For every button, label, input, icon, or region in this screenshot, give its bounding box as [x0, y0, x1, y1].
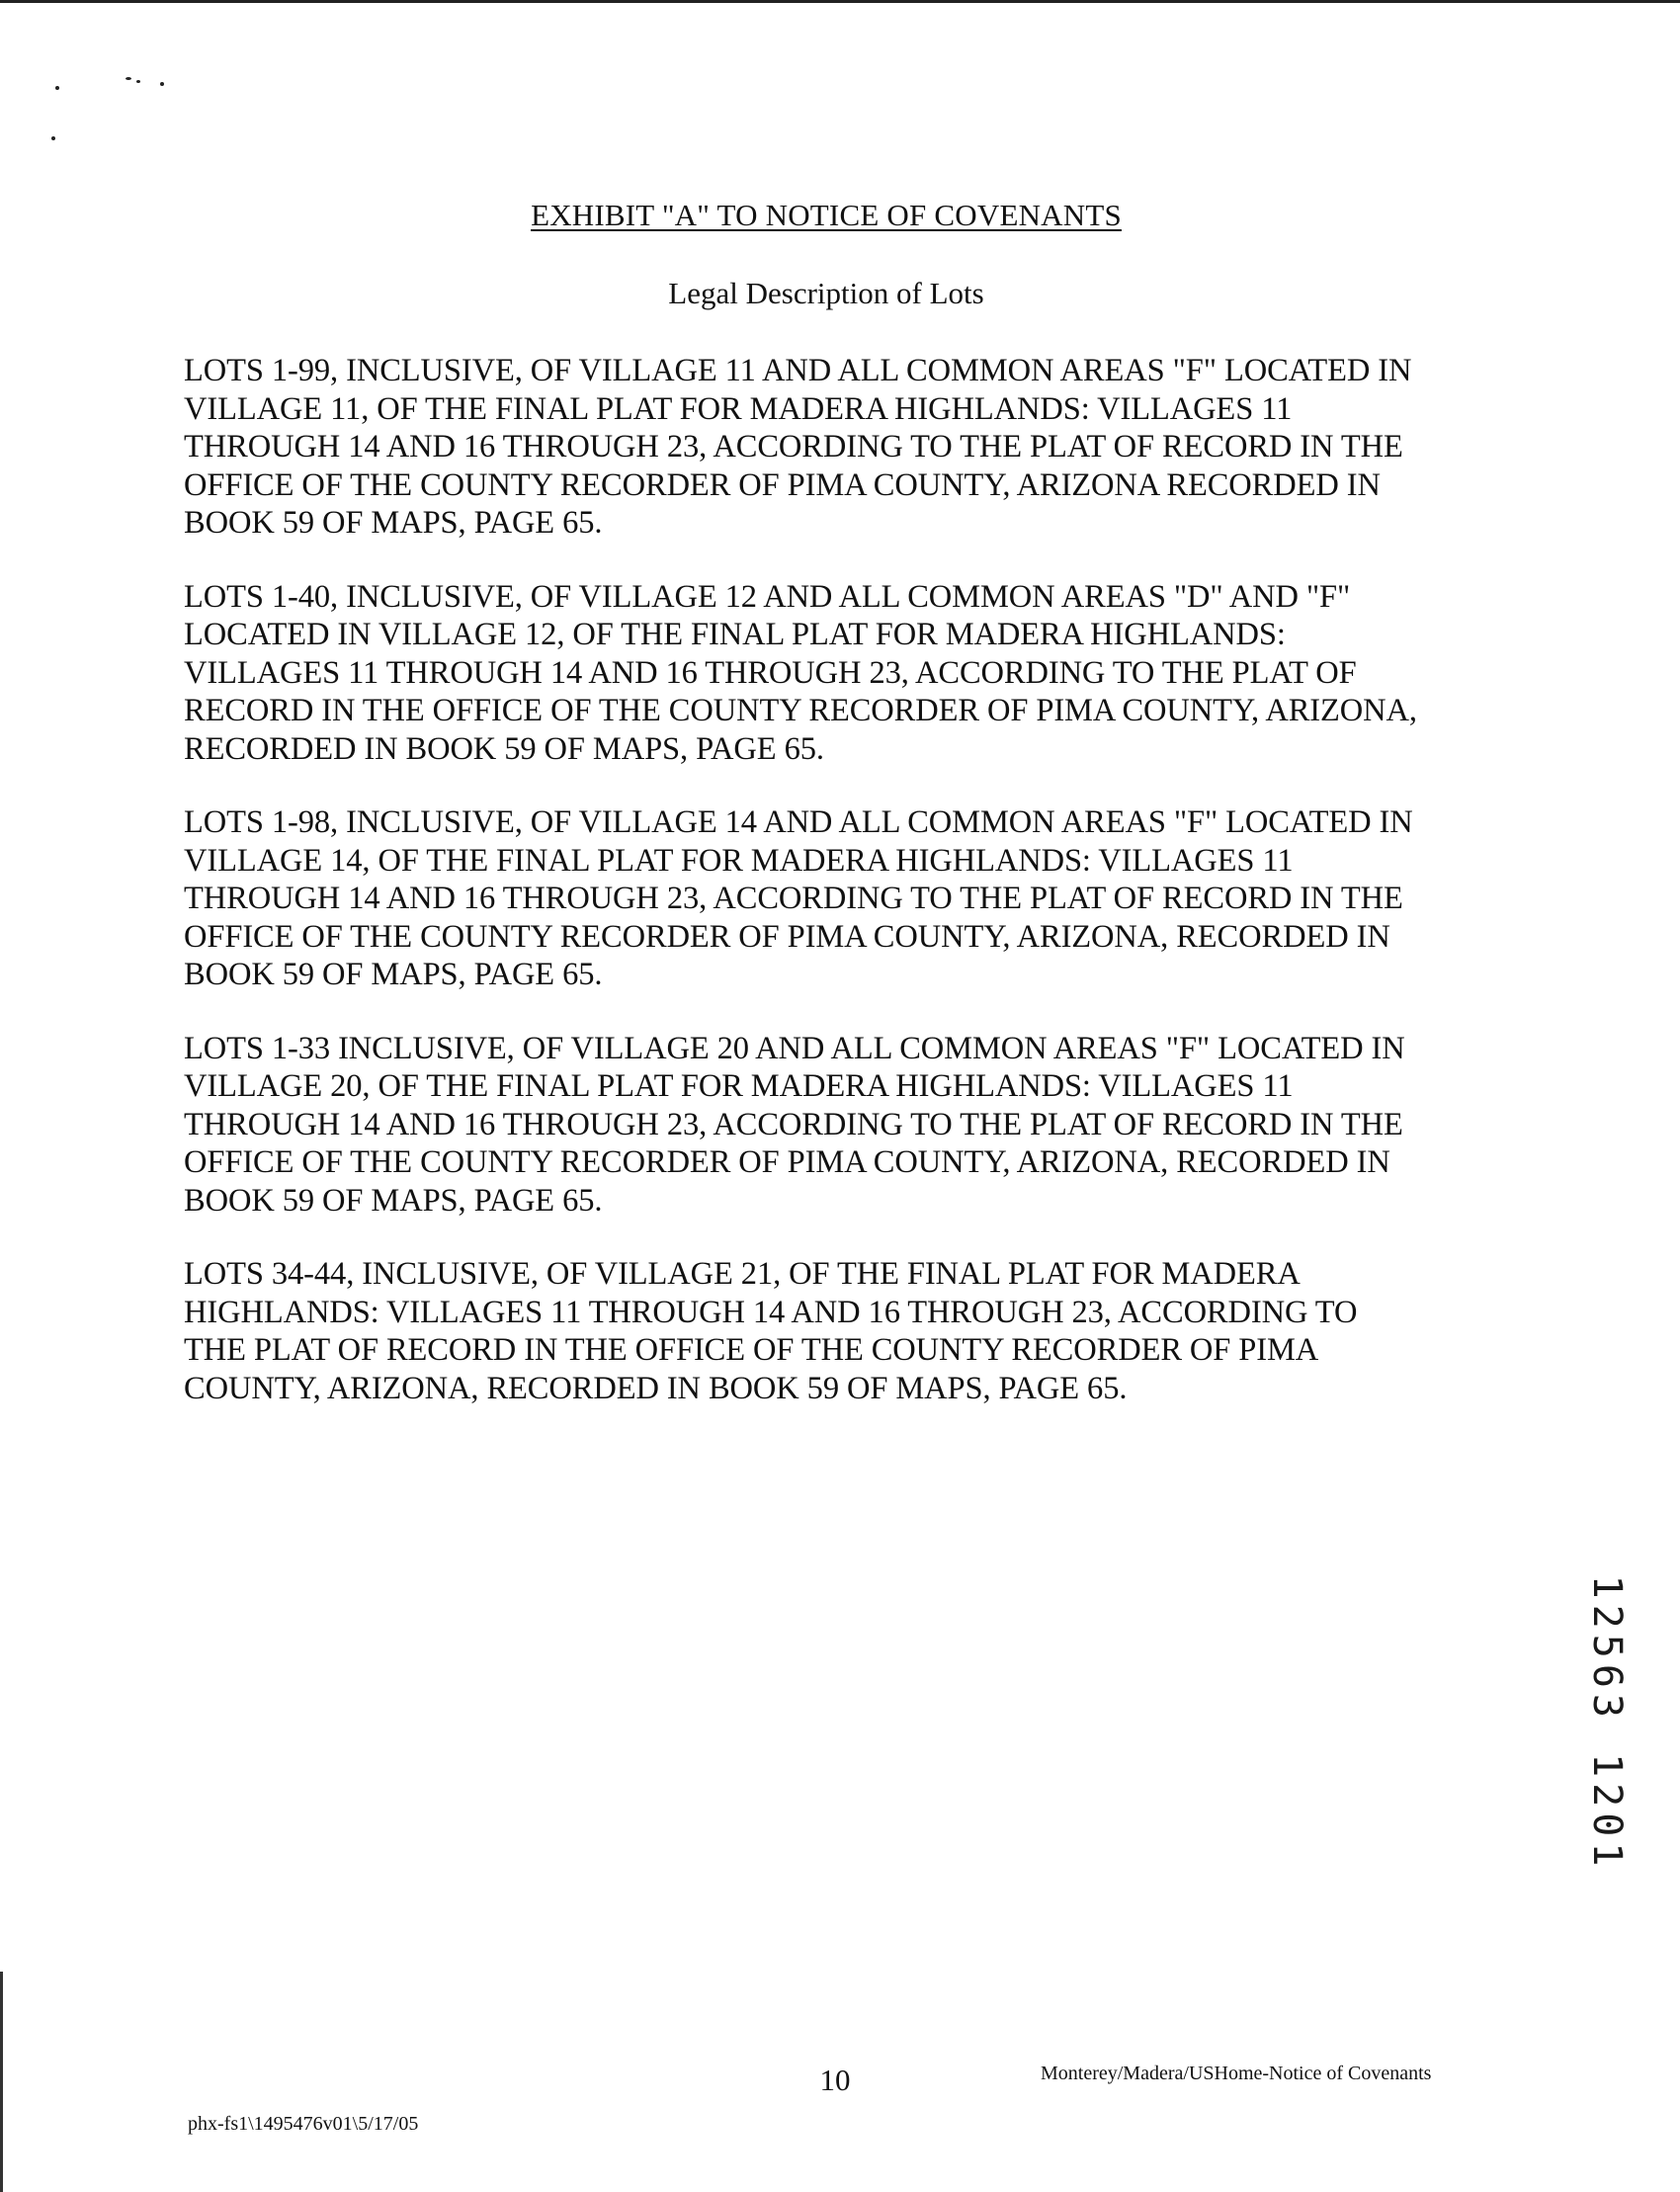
paragraph-line: LOCATED IN VILLAGE 12, OF THE FINAL PLAT FOR MADERA HIGHLANDS:: [184, 617, 1286, 652]
paragraph-line: OFFICE OF THE COUNTY RECORDER OF PIMA COUNTY, ARIZONA RECORDED IN: [184, 466, 1381, 503]
paragraph-line: LOTS 1-33 INCLUSIVE, OF VILLAGE 20 AND ALL COMMON AREAS "F" LOCATED IN: [184, 1030, 1405, 1066]
legal-description-body: [184, 352, 1498, 1443]
exhibit-title: EXHIBIT "A" TO NOTICE OF COVENANTS: [531, 198, 1122, 232]
paragraph-line: LOTS 1-99, INCLUSIVE, OF VILLAGE 11 AND ALL COMMON AREAS "F" LOCATED IN: [184, 353, 1412, 388]
footer-file-reference: phx-fs1\1495476v01\5/17/05: [188, 2113, 419, 2135]
paragraph-line: BOOK 59 OF MAPS, PAGE 65.: [184, 1182, 603, 1219]
paragraph-line: THE PLAT OF RECORD IN THE OFFICE OF THE COUNTY RECORDER OF PIMA: [184, 1332, 1319, 1368]
recording-number: 12563 1201: [1584, 1574, 1630, 1873]
paragraph-line: BOOK 59 OF MAPS, PAGE 65.: [184, 957, 603, 992]
paragraph-line: VILLAGES 11 THROUGH 14 AND 16 THROUGH 23, ACCORDING TO THE PLAT OF: [184, 654, 1357, 691]
paragraph-line: RECORDED IN BOOK 59 OF MAPS, PAGE 65.: [184, 730, 824, 767]
lot-description-paragraph: [184, 1030, 1498, 1221]
paragraph-line: THROUGH 14 AND 16 THROUGH 23, ACCORDING TO THE PLAT OF RECORD IN THE: [184, 1106, 1403, 1142]
paragraph-line: COUNTY, ARIZONA, RECORDED IN BOOK 59 OF MAPS, PAGE 65.: [184, 1370, 1128, 1406]
paragraph-line: LOTS 34-44, INCLUSIVE, OF VILLAGE 21, OF THE FINAL PLAT FOR MADERA: [184, 1256, 1301, 1292]
exhibit-subtitle: Legal Description of Lots: [668, 276, 984, 310]
paragraph-line: VILLAGE 11, OF THE FINAL PLAT FOR MADERA HIGHLANDS: VILLAGES 11: [184, 390, 1293, 427]
scan-speck: [136, 80, 140, 83]
scan-speck: [126, 77, 131, 80]
paragraph-line: THROUGH 14 AND 16 THROUGH 23, ACCORDING TO THE PLAT OF RECORD IN THE: [184, 429, 1403, 464]
paragraph-line: LOTS 1-40, INCLUSIVE, OF VILLAGE 12 AND ALL COMMON AREAS "D" AND "F": [184, 578, 1351, 615]
scan-speck: [55, 86, 59, 90]
scan-speck: [160, 82, 164, 86]
paragraph-line: VILLAGE 20, OF THE FINAL PLAT FOR MADERA HIGHLANDS: VILLAGES 11: [184, 1068, 1294, 1104]
recording-stamp: [1577, 1574, 1637, 1873]
lot-description-paragraph: [184, 578, 1498, 769]
paragraph-line: VILLAGE 14, OF THE FINAL PLAT FOR MADERA HIGHLANDS: VILLAGES 11: [184, 842, 1294, 879]
scan-top-edge: [0, 0, 1680, 3]
scan-speck: [51, 136, 55, 140]
lot-description-paragraph: [184, 352, 1498, 543]
paragraph-line: RECORD IN THE OFFICE OF THE COUNTY RECORDER OF PIMA COUNTY, ARIZONA,: [184, 693, 1417, 728]
paragraph-line: BOOK 59 OF MAPS, PAGE 65.: [184, 505, 603, 541]
lot-description-paragraph: [184, 1255, 1498, 1407]
paragraph-line: OFFICE OF THE COUNTY RECORDER OF PIMA COUNTY, ARIZONA, RECORDED IN: [184, 1144, 1390, 1180]
footer-document-name: Monterey/Madera/USHome-Notice of Covenants: [1041, 2063, 1432, 2084]
paragraph-line: THROUGH 14 AND 16 THROUGH 23, ACCORDING TO THE PLAT OF RECORD IN THE: [184, 881, 1403, 916]
scan-left-edge: [0, 1972, 3, 2192]
paragraph-line: LOTS 1-98, INCLUSIVE, OF VILLAGE 14 AND ALL COMMON AREAS "F" LOCATED IN: [184, 804, 1413, 840]
lot-description-paragraph: [184, 803, 1498, 994]
page-number: 10: [819, 2063, 851, 2097]
paragraph-line: OFFICE OF THE COUNTY RECORDER OF PIMA COUNTY, ARIZONA, RECORDED IN: [184, 918, 1390, 955]
paragraph-line: HIGHLANDS: VILLAGES 11 THROUGH 14 AND 16 THROUGH 23, ACCORDING TO: [184, 1294, 1358, 1330]
